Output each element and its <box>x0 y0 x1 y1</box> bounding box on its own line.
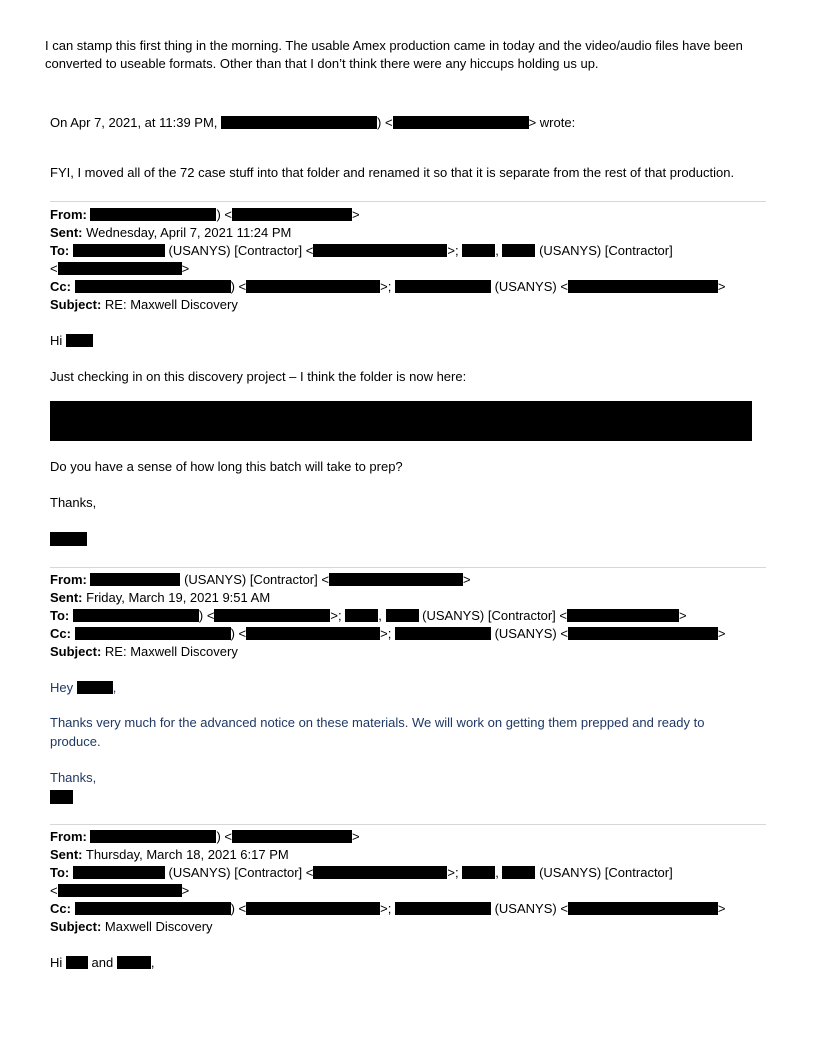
redaction <box>313 866 447 879</box>
email3-from <box>50 828 360 846</box>
recipient-org: (USANYS) [Contractor] < <box>168 865 314 880</box>
redaction <box>345 609 378 622</box>
subject-label: Subject: <box>50 919 102 934</box>
email2-body-line-1: Thanks very much for the advanced notice on these materials. We will work on getting them prepped and ready to <box>50 715 705 730</box>
email1-thanks: Thanks, <box>50 495 97 510</box>
email3-cc <box>50 900 726 918</box>
redaction <box>77 681 113 694</box>
punct: ) < <box>216 829 233 844</box>
punct: > <box>352 207 360 222</box>
email2-subject <box>50 643 238 661</box>
email2-thanks: Thanks, <box>50 770 97 785</box>
sent-label: Sent: <box>50 225 83 240</box>
redaction <box>393 116 529 129</box>
punct: > <box>717 279 726 294</box>
email2-greeting <box>50 679 116 697</box>
punct: ) < <box>230 279 247 294</box>
redaction <box>462 866 495 879</box>
punct: > <box>181 883 190 898</box>
sent-value: Wednesday, April 7, 2021 11:24 PM <box>86 225 292 240</box>
from-label: From: <box>50 572 87 587</box>
redaction <box>58 262 182 275</box>
email2-from <box>50 571 471 589</box>
punct: , <box>495 865 499 880</box>
sent-value: Friday, March 19, 2021 9:51 AM <box>86 590 271 605</box>
punct: >; <box>380 279 392 294</box>
email2-to <box>50 607 687 625</box>
email1-cc <box>50 278 726 296</box>
email3-to-cont <box>50 882 189 900</box>
cc-label: Cc: <box>50 626 71 641</box>
punct: , <box>150 955 155 970</box>
punct: >; <box>380 901 392 916</box>
redaction <box>568 280 718 293</box>
punct: , <box>495 243 499 258</box>
redaction <box>502 244 535 257</box>
email2-body-line-2: produce. <box>50 734 101 749</box>
redaction <box>90 573 180 586</box>
email1-greeting <box>50 332 93 350</box>
redaction <box>73 244 165 257</box>
redaction <box>221 116 377 129</box>
redaction <box>395 627 491 640</box>
reply-header-prefix: On Apr 7, 2021, at 11:39 PM, <box>50 115 218 130</box>
redaction <box>58 884 182 897</box>
redaction <box>568 902 718 915</box>
intro-line-2: converted to useable formats. Other than that I don’t think there were any hiccups holding us up. <box>45 56 599 71</box>
redaction <box>246 902 380 915</box>
email1-from <box>50 206 360 224</box>
subject-value: Maxwell Discovery <box>104 919 213 934</box>
punct: > <box>679 608 687 623</box>
greeting: Hey <box>50 680 74 695</box>
email3-to <box>50 864 673 882</box>
redaction <box>90 208 216 221</box>
punct: >; <box>380 626 392 641</box>
cc-label: Cc: <box>50 901 71 916</box>
punct: , <box>112 680 117 695</box>
subject-label: Subject: <box>50 297 102 312</box>
divider <box>50 567 766 568</box>
subject-label: Subject: <box>50 644 102 659</box>
email1-sent <box>50 224 291 242</box>
email1-body-1: Just checking in on this discovery project – I think the folder is now here: <box>50 369 467 384</box>
greeting: Hi <box>50 333 63 348</box>
redaction <box>246 280 380 293</box>
redacted-signature <box>50 532 87 546</box>
email1-subject <box>50 296 238 314</box>
redaction <box>214 609 330 622</box>
conjunction: and <box>91 955 114 970</box>
from-label: From: <box>50 829 87 844</box>
redaction <box>117 956 151 969</box>
greeting: Hi <box>50 955 63 970</box>
fyi-text: FYI, I moved all of the 72 case stuff into that folder and renamed it so that it is separate from the rest of that production. <box>50 165 735 180</box>
redaction <box>502 866 535 879</box>
email1-to-cont <box>50 260 189 278</box>
redacted-signature <box>50 790 73 804</box>
redaction <box>386 609 419 622</box>
punct: >; <box>447 865 459 880</box>
recipient-org: (USANYS) [Contractor] < <box>422 608 567 623</box>
redaction <box>246 627 380 640</box>
redaction <box>90 830 216 843</box>
redaction <box>66 956 88 969</box>
cc-label: Cc: <box>50 279 71 294</box>
sent-value: Thursday, March 18, 2021 6:17 PM <box>85 847 289 862</box>
redaction <box>329 573 463 586</box>
recipient-org: (USANYS) [Contractor] < <box>184 572 329 587</box>
recipient-org: (USANYS) < <box>494 901 568 916</box>
redaction <box>75 280 231 293</box>
punct: ) < <box>216 207 233 222</box>
email3-sent <box>50 846 289 864</box>
redaction <box>75 902 231 915</box>
punct: < <box>50 261 58 276</box>
recipient-org: (USANYS) < <box>494 279 568 294</box>
redaction <box>66 334 93 347</box>
reply-header <box>50 114 575 132</box>
to-label: To: <box>50 243 70 258</box>
punct: >; <box>330 608 342 623</box>
redaction <box>232 830 352 843</box>
punct: > <box>717 901 726 916</box>
punct: ) < <box>198 608 215 623</box>
email3-subject <box>50 918 213 936</box>
email2-sent <box>50 589 270 607</box>
punct: >; <box>447 243 459 258</box>
redaction <box>395 902 491 915</box>
recipient-org: (USANYS) [Contractor] < <box>168 243 314 258</box>
redaction <box>462 244 495 257</box>
punct: > <box>717 626 726 641</box>
punct: > <box>181 261 190 276</box>
redaction <box>73 609 199 622</box>
redaction <box>232 208 352 221</box>
email3-greeting <box>50 954 154 972</box>
redaction <box>567 609 679 622</box>
subject-value: RE: Maxwell Discovery <box>104 644 238 659</box>
redaction <box>395 280 491 293</box>
recipient-org: (USANYS) < <box>494 626 568 641</box>
recipient-org: (USANYS) [Contractor] <box>539 865 673 880</box>
to-label: To: <box>50 608 70 623</box>
divider <box>50 824 766 825</box>
email1-body-2: Do you have a sense of how long this batch will take to prep? <box>50 459 403 474</box>
intro-line-1: I can stamp this first thing in the morning. The usable Amex production came in today and the video/audio files have been <box>45 38 743 53</box>
redaction <box>568 627 718 640</box>
redaction <box>73 866 165 879</box>
punct: < <box>50 883 58 898</box>
subject-value: RE: Maxwell Discovery <box>104 297 238 312</box>
from-label: From: <box>50 207 87 222</box>
reply-header-suffix: > wrote: <box>528 115 576 130</box>
sent-label: Sent: <box>50 847 83 862</box>
punct: , <box>378 608 382 623</box>
punct: ) < <box>230 901 247 916</box>
punct: ) < <box>230 626 247 641</box>
punct: > <box>462 572 471 587</box>
divider <box>50 201 766 202</box>
recipient-org: (USANYS) [Contractor] <box>539 243 673 258</box>
sent-label: Sent: <box>50 590 83 605</box>
email2-cc <box>50 625 726 643</box>
to-label: To: <box>50 865 70 880</box>
redaction <box>313 244 447 257</box>
redacted-folder-path <box>50 401 752 441</box>
reply-header-mid: ) < <box>377 115 393 130</box>
email1-to <box>50 242 673 260</box>
punct: > <box>352 829 360 844</box>
redaction <box>75 627 231 640</box>
